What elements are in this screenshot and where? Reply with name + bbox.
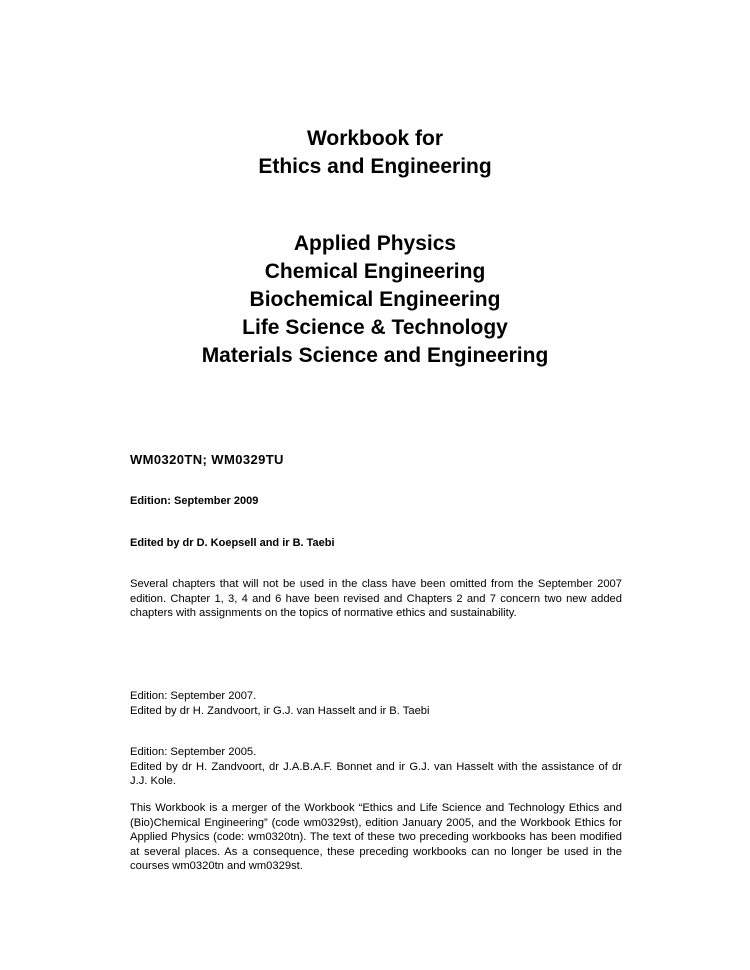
title-line-2: Ethics and Engineering <box>258 155 492 178</box>
program-item: Materials Science and Engineering <box>201 344 549 367</box>
program-item: Chemical Engineering <box>264 260 486 283</box>
edition-2007-editors: Edited by dr H. Zandvoort, ir G.J. van Hasselt and ir B. Taebi <box>130 704 430 717</box>
omitted-chapters-note: Several chapters that will not be used in the class have been omitted from the September 2007 edition. Chapter 1, 3, 4 and 6 have been revised and Chapters 2 and 7 concern two new added chapters with assignments on the topics of normative ethics and sustainability. <box>130 578 622 619</box>
document-title <box>0 125 750 181</box>
merger-note: This Workbook is a merger of the Workbook “Ethics and Life Science and Technology Ethics and (Bio)Chemical Engineering” (code wm0329st), edition January 2005, and the Workbook Ethics for Applied Physics (code: wm0320tn). The text of these two preceding workbooks has been modified at several places. As a consequence, these preceding workbooks can no longer be used in the courses wm0320tn and wm0329st. <box>130 802 622 872</box>
edition-2005-date: Edition: September 2005. <box>130 746 257 758</box>
current-editors: Edited by dr D. Koepsell and ir B. Taebi <box>130 537 335 549</box>
edition-2005-block <box>130 745 622 789</box>
edition-2005-editors: Edited by dr H. Zandvoort, dr J.A.B.A.F. Bonnet and ir G.J. van Hasselt with the assistance of dr J.J. Kole. <box>130 760 622 787</box>
program-item: Applied Physics <box>293 232 457 255</box>
current-edition: Edition: September 2009 <box>130 495 259 507</box>
program-item: Biochemical Engineering <box>249 288 501 311</box>
course-codes: WM0320TN; WM0329TU <box>130 452 284 467</box>
edition-2007-block <box>130 689 622 718</box>
edition-2007-date: Edition: September 2007. <box>130 690 257 702</box>
program-item: Life Science & Technology <box>242 316 508 339</box>
program-list <box>0 230 750 370</box>
title-line-1: Workbook for <box>306 127 444 150</box>
